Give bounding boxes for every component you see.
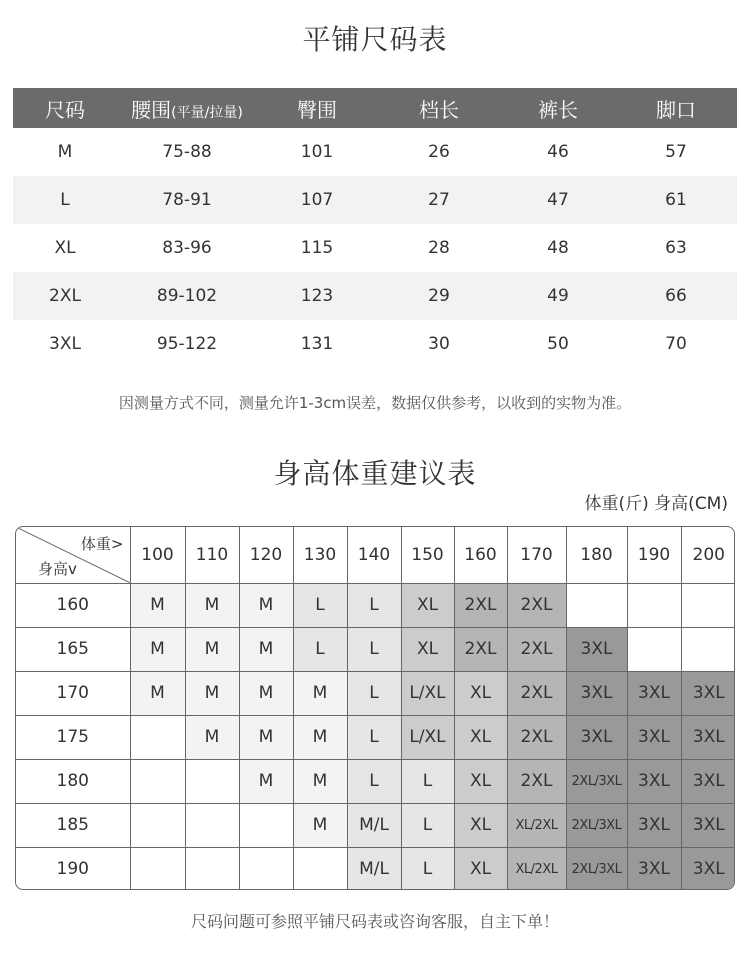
- table-row: [16, 627, 735, 671]
- table-row: [13, 176, 737, 224]
- size-cell: 3XL: [627, 803, 681, 847]
- height-header: 160: [16, 583, 130, 627]
- size-cell: 2XL: [507, 671, 566, 715]
- size-cell: L: [293, 583, 347, 627]
- size-cell: L/XL: [401, 715, 454, 759]
- size-cell: 3XL: [566, 627, 627, 671]
- size-cell: 2XL: [454, 583, 507, 627]
- size-cell: L: [347, 671, 401, 715]
- size-cell: [239, 847, 293, 890]
- weight-header: 190: [627, 527, 681, 583]
- weight-header: 110: [185, 527, 239, 583]
- table-row: [16, 803, 735, 847]
- height-header: 165: [16, 627, 130, 671]
- weight-header: 200: [681, 527, 735, 583]
- cell-waist: 83-96: [162, 238, 212, 258]
- cell-waist: 78-91: [117, 176, 257, 224]
- size-cell: [566, 583, 627, 627]
- cell-hem: 66: [615, 272, 737, 320]
- size-cell: 2XL: [507, 715, 566, 759]
- cell-length: 49: [501, 272, 615, 320]
- table-row: [16, 583, 735, 627]
- cell-size: XL: [54, 238, 76, 258]
- size-cell: L: [401, 759, 454, 803]
- recommend-title: 身高体重建议表: [273, 457, 477, 490]
- size-cell: [185, 847, 239, 890]
- size-cell: 3XL: [681, 847, 735, 890]
- header-waist: [117, 88, 257, 128]
- size-cell: M: [185, 715, 239, 759]
- weight-header: 140: [347, 527, 401, 583]
- size-cell: 3XL: [627, 847, 681, 890]
- recommend-header-row: [16, 527, 735, 583]
- table-row: [13, 320, 737, 368]
- cell-hip: 101: [300, 142, 334, 162]
- cell-length: 46: [547, 142, 569, 162]
- size-cell: M: [185, 627, 239, 671]
- cell-hem: 63: [665, 238, 687, 258]
- size-cell: 3XL: [627, 759, 681, 803]
- table-row: [16, 671, 735, 715]
- size-cell: M: [185, 671, 239, 715]
- table-row: [13, 272, 737, 320]
- header-waist-label: 腰围: [131, 97, 172, 122]
- size-cell: M: [293, 803, 347, 847]
- size-cell: 2XL: [507, 583, 566, 627]
- cell-waist: 95-122: [156, 334, 218, 354]
- size-cell: 3XL: [681, 671, 735, 715]
- size-cell: M: [293, 671, 347, 715]
- size-cell: 3XL: [627, 715, 681, 759]
- cell-rise: 29: [377, 272, 501, 320]
- size-cell: 3XL: [627, 671, 681, 715]
- table-row: [13, 224, 737, 272]
- corner-height-label: 身高v: [38, 559, 77, 578]
- size-cell: XL: [454, 671, 507, 715]
- size-cell: 3XL: [681, 803, 735, 847]
- cell-hip: 115: [300, 238, 334, 258]
- size-cell: L: [347, 759, 401, 803]
- size-chart-table: [13, 88, 737, 368]
- size-cell: L: [401, 847, 454, 890]
- size-cell: M: [293, 715, 347, 759]
- size-cell: L/XL: [401, 671, 454, 715]
- size-cell: [130, 847, 185, 890]
- size-cell: [627, 583, 681, 627]
- header-rise: 档长: [377, 88, 501, 128]
- size-cell: L: [293, 627, 347, 671]
- cell-rise: 28: [428, 238, 450, 258]
- cell-hip: 107: [257, 176, 377, 224]
- weight-header: 160: [454, 527, 507, 583]
- header-waist-sub: (平量/拉量): [171, 104, 243, 121]
- recommend-table: [16, 527, 735, 890]
- size-cell: M/L: [347, 803, 401, 847]
- cell-hem: 61: [615, 176, 737, 224]
- size-cell: 2XL/3XL: [566, 847, 627, 890]
- size-cell: M: [239, 671, 293, 715]
- size-cell: L: [347, 583, 401, 627]
- size-cell: L: [347, 715, 401, 759]
- size-cell: M: [293, 759, 347, 803]
- table-row: [16, 759, 735, 803]
- height-header: 175: [16, 715, 130, 759]
- size-cell: [681, 627, 735, 671]
- size-cell: 2XL: [507, 627, 566, 671]
- size-cell: [185, 803, 239, 847]
- size-cell: M: [239, 759, 293, 803]
- weight-header: 180: [566, 527, 627, 583]
- size-cell: 3XL: [566, 671, 627, 715]
- header-hip: 臀围: [257, 88, 377, 128]
- weight-header: 130: [293, 527, 347, 583]
- size-chart-title: 平铺尺码表: [302, 23, 448, 56]
- size-cell: 2XL: [507, 759, 566, 803]
- header-hem: 脚口: [615, 88, 737, 128]
- size-cell: L: [347, 627, 401, 671]
- height-header: 190: [16, 847, 130, 890]
- cell-rise: 27: [377, 176, 501, 224]
- cell-waist: 75-88: [162, 142, 212, 162]
- cell-length: 47: [501, 176, 615, 224]
- size-cell: 2XL: [454, 627, 507, 671]
- weight-header: 100: [130, 527, 185, 583]
- cell-rise: 30: [428, 334, 450, 354]
- size-cell: L: [401, 803, 454, 847]
- cell-size: 2XL: [13, 272, 117, 320]
- cell-hip: 123: [257, 272, 377, 320]
- weight-header: 150: [401, 527, 454, 583]
- size-cell: [130, 803, 185, 847]
- size-cell: 3XL: [681, 715, 735, 759]
- size-cell: [681, 583, 735, 627]
- header-size: 尺码: [13, 88, 117, 128]
- table-row: [13, 128, 737, 176]
- table-row: [16, 847, 735, 890]
- size-cell: M: [239, 627, 293, 671]
- size-cell: M: [239, 583, 293, 627]
- size-cell: [130, 759, 185, 803]
- table-row: [16, 715, 735, 759]
- size-cell: XL: [454, 759, 507, 803]
- size-cell: [239, 803, 293, 847]
- footer-note: 尺码问题可参照平铺尺码表或咨询客服，自主下单！: [190, 912, 559, 931]
- size-cell: [293, 847, 347, 890]
- size-cell: 2XL/3XL: [566, 759, 627, 803]
- size-chart-header-row: [13, 88, 737, 128]
- size-cell: 2XL/3XL: [566, 803, 627, 847]
- size-cell: 3XL: [681, 759, 735, 803]
- size-cell: XL: [454, 715, 507, 759]
- size-cell: XL/2XL: [507, 847, 566, 890]
- size-cell: XL/2XL: [507, 803, 566, 847]
- height-header: 180: [16, 759, 130, 803]
- size-cell: M: [130, 627, 185, 671]
- size-cell: M/L: [347, 847, 401, 890]
- size-cell: M: [239, 715, 293, 759]
- cell-length: 50: [547, 334, 569, 354]
- corner-weight-label: 体重>: [80, 535, 124, 553]
- size-cell: [130, 715, 185, 759]
- cell-size: L: [13, 176, 117, 224]
- weight-header: 120: [239, 527, 293, 583]
- cell-rise: 26: [428, 142, 450, 162]
- cell-length: 48: [547, 238, 569, 258]
- cell-hip: 131: [300, 334, 334, 354]
- size-cell: 3XL: [566, 715, 627, 759]
- cell-size: 3XL: [49, 334, 81, 354]
- size-chart-note: 因测量方式不同，测量允许1-3cm误差，数据仅供参考，以收到的实物为准。: [118, 394, 632, 412]
- cell-size: M: [57, 142, 73, 162]
- size-cell: M: [185, 583, 239, 627]
- height-header: 170: [16, 671, 130, 715]
- size-cell: M: [130, 583, 185, 627]
- size-cell: M: [130, 671, 185, 715]
- size-cell: XL: [454, 803, 507, 847]
- cell-hem: 57: [665, 142, 687, 162]
- header-length: 裤长: [501, 88, 615, 128]
- recommend-table-frame: [15, 526, 735, 890]
- weight-header: 170: [507, 527, 566, 583]
- unit-label: 体重(斤) 身高(CM): [584, 494, 728, 514]
- size-cell: [185, 759, 239, 803]
- cell-hem: 70: [665, 334, 687, 354]
- cell-waist: 89-102: [117, 272, 257, 320]
- size-cell: XL: [454, 847, 507, 890]
- corner-cell: [16, 527, 130, 583]
- height-header: 185: [16, 803, 130, 847]
- size-cell: XL: [401, 583, 454, 627]
- size-cell: XL: [401, 627, 454, 671]
- size-cell: [627, 627, 681, 671]
